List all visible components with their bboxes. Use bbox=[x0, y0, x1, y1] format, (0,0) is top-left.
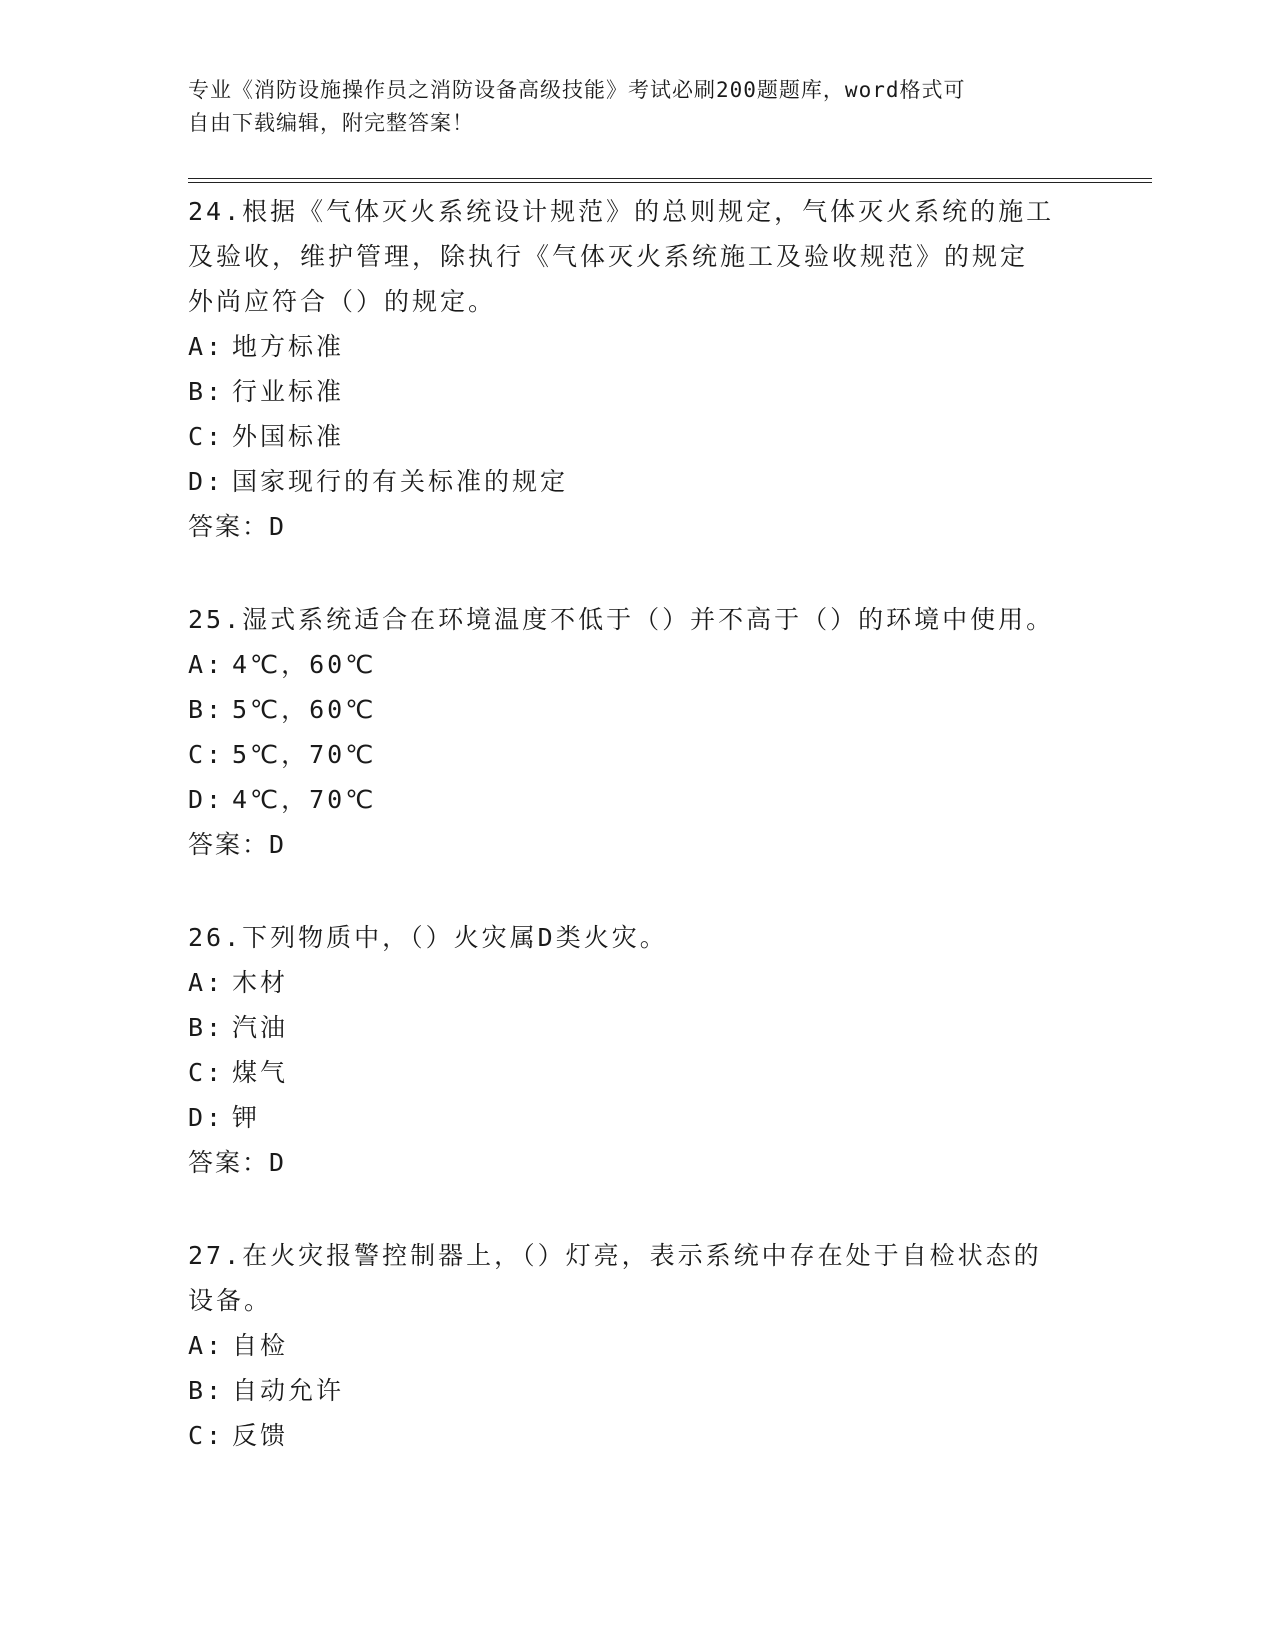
header-line-2: 自由下载编辑，附完整答案！ bbox=[188, 111, 474, 135]
option-text: 汽油 bbox=[232, 1013, 289, 1042]
document-header bbox=[188, 74, 1068, 140]
option-c bbox=[188, 1050, 1088, 1095]
question-text-line: 25.湿式系统适合在环境温度不低于（）并不高于（）的环境中使用。 bbox=[188, 605, 1055, 634]
option-text: 自检 bbox=[232, 1331, 289, 1360]
question-text-line: 24.根据《气体灭火系统设计规范》的总则规定，气体灭火系统的施工 bbox=[188, 197, 1055, 226]
option-text: 自动允许 bbox=[232, 1376, 345, 1405]
option-text: 4℃，60℃ bbox=[232, 650, 377, 679]
question-27 bbox=[188, 1233, 1088, 1458]
answer-line: 答案：D bbox=[188, 830, 287, 859]
option-letter: A: bbox=[188, 650, 225, 679]
header-line-1: 专业《消防设施操作员之消防设备高级技能》考试必刷200题题库，word格式可 bbox=[188, 78, 966, 102]
option-letter: B: bbox=[188, 1376, 225, 1405]
question-list bbox=[188, 189, 1088, 1506]
question-24 bbox=[188, 189, 1088, 549]
option-text: 木材 bbox=[232, 968, 289, 997]
option-text: 国家现行的有关标准的规定 bbox=[232, 467, 569, 496]
option-b bbox=[188, 1005, 1088, 1050]
option-a bbox=[188, 642, 1088, 687]
question-text-line: 外尚应符合（）的规定。 bbox=[188, 287, 497, 316]
option-letter: C: bbox=[188, 422, 225, 451]
option-letter: C: bbox=[188, 1421, 225, 1450]
option-a bbox=[188, 1323, 1088, 1368]
option-letter: D: bbox=[188, 1103, 225, 1132]
question-26 bbox=[188, 915, 1088, 1185]
header-divider bbox=[188, 178, 1152, 183]
option-text: 反馈 bbox=[232, 1421, 289, 1450]
option-letter: B: bbox=[188, 1013, 225, 1042]
option-a bbox=[188, 324, 1088, 369]
option-d bbox=[188, 777, 1088, 822]
option-letter: A: bbox=[188, 1331, 225, 1360]
option-text: 钾 bbox=[232, 1103, 261, 1132]
option-c bbox=[188, 732, 1088, 777]
option-c bbox=[188, 1413, 1088, 1458]
option-d bbox=[188, 459, 1088, 504]
option-letter: A: bbox=[188, 332, 225, 361]
option-text: 外国标准 bbox=[232, 422, 345, 451]
question-text-line: 及验收，维护管理，除执行《气体灭火系统施工及验收规范》的规定 bbox=[188, 242, 1029, 271]
option-letter: B: bbox=[188, 377, 225, 406]
option-text: 行业标准 bbox=[232, 377, 345, 406]
option-text: 4℃，70℃ bbox=[232, 785, 377, 814]
option-d bbox=[188, 1095, 1088, 1140]
option-letter: D: bbox=[188, 467, 225, 496]
option-text: 5℃，60℃ bbox=[232, 695, 377, 724]
question-text-line: 27.在火灾报警控制器上，（）灯亮，表示系统中存在处于自检状态的 bbox=[188, 1241, 1042, 1270]
option-text: 5℃，70℃ bbox=[232, 740, 377, 769]
option-b bbox=[188, 687, 1088, 732]
option-letter: B: bbox=[188, 695, 225, 724]
option-b bbox=[188, 369, 1088, 414]
option-b bbox=[188, 1368, 1088, 1413]
option-letter: C: bbox=[188, 740, 225, 769]
option-a bbox=[188, 960, 1088, 1005]
option-c bbox=[188, 414, 1088, 459]
question-25 bbox=[188, 597, 1088, 867]
answer-line: 答案：D bbox=[188, 1148, 287, 1177]
option-letter: C: bbox=[188, 1058, 225, 1087]
option-letter: D: bbox=[188, 785, 225, 814]
option-text: 煤气 bbox=[232, 1058, 289, 1087]
question-text-line: 设备。 bbox=[188, 1286, 273, 1315]
answer-line: 答案：D bbox=[188, 512, 287, 541]
question-text-line: 26.下列物质中，（）火灾属D类火灾。 bbox=[188, 923, 668, 952]
option-text: 地方标准 bbox=[232, 332, 345, 361]
option-letter: A: bbox=[188, 968, 225, 997]
